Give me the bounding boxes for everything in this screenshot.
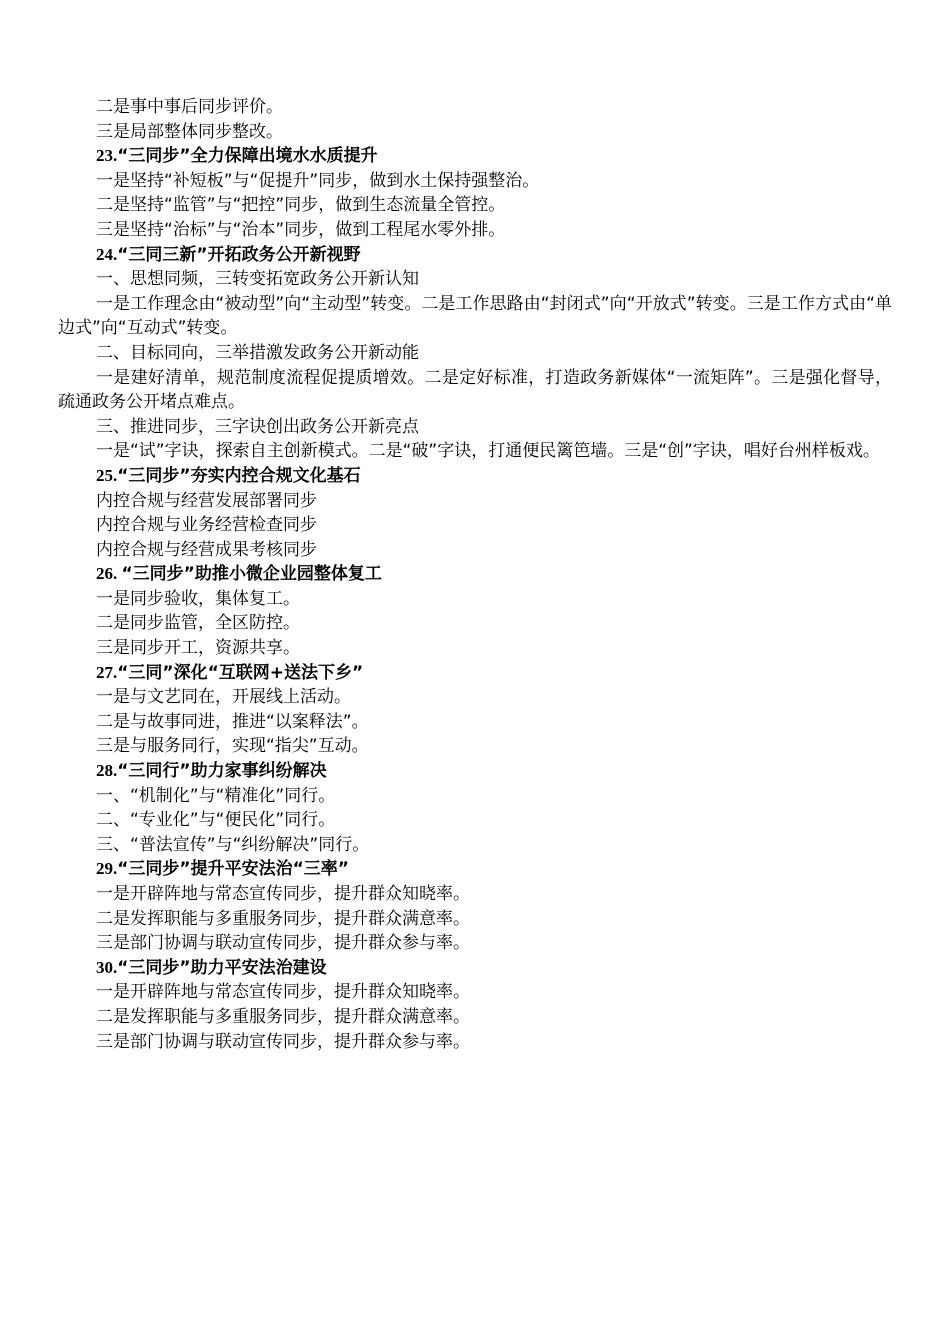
- body-line: 三是部门协调与联动宣传同步，提升群众参与率。: [96, 933, 470, 954]
- body-line: 三是与服务同行，实现“指尖”互动。: [96, 736, 369, 757]
- document-body: [58, 95, 892, 1054]
- body-line: 二是发挥职能与多重服务同步，提升群众满意率。: [96, 908, 470, 929]
- body-line: 二是事中事后同步评价。: [96, 97, 283, 117]
- section-title: “三同”深化“互联网+送法下乡”: [117, 662, 364, 683]
- section-number: 26.: [96, 564, 122, 584]
- section-title: “三同步”提升平安法治“三率”: [117, 859, 349, 880]
- section-number: 27.: [96, 662, 118, 682]
- section-title: “三同步”助推小微企业园整体复工: [121, 564, 382, 585]
- body-line: 一是与文艺同在，开展线上活动。: [96, 687, 351, 708]
- body-line: 一、“机制化”与“精准化”同行。: [96, 785, 336, 806]
- section-title: “三同步”夯实内控合规文化基石: [117, 465, 361, 486]
- body-line: 三是部门协调与联动宣传同步，提升群众参与率。: [96, 1031, 470, 1052]
- body-line: 三是同步开工，资源共享。: [96, 638, 300, 659]
- body-line: 二、目标同向，三举措激发政务公开新动能: [96, 342, 419, 363]
- body-line: 一、思想同频，三转变拓宽政务公开新认知: [96, 269, 419, 290]
- section-number: 24.: [96, 244, 118, 264]
- body-line: 二、“专业化”与“便民化”同行。: [96, 810, 336, 831]
- body-line: 三、“普法宣传”与“纠纷解决”同行。: [96, 834, 370, 855]
- section-heading: [58, 661, 892, 686]
- body-line: 三、推进同步，三字诀创出政务公开新亮点: [96, 416, 419, 437]
- body-line: 二是同步监管，全区防控。: [96, 613, 300, 634]
- body-line: 二是发挥职能与多重服务同步，提升群众满意率。: [96, 1006, 470, 1027]
- section-number: 25.: [96, 465, 118, 485]
- section-number: 28.: [96, 761, 118, 781]
- body-line: 一是开辟阵地与常态宣传同步，提升群众知晓率。: [96, 982, 470, 1003]
- body-line: 三是坚持“治标”与“治本”同步，做到工程尾水零外排。: [96, 219, 506, 240]
- section-heading: [58, 956, 892, 981]
- section-number: 23.: [96, 146, 118, 166]
- section-heading: [58, 144, 892, 169]
- section-title: “三同步”助力平安法治建设: [117, 957, 327, 978]
- document-page: [58, 95, 892, 1054]
- body-line: 内控合规与业务经营检查同步: [96, 515, 317, 536]
- body-line: 一是建好清单，规范制度流程促提质增效。二是定好标准，打造政务新媒体“一流矩阵”。三是强化督导，疏通政务公开堵点难点。: [58, 367, 892, 413]
- section-heading: [58, 857, 892, 882]
- body-line: 内控合规与经营成果考核同步: [96, 539, 317, 560]
- body-line: 三是局部整体同步整改。: [96, 121, 283, 142]
- body-line: 一是开辟阵地与常态宣传同步，提升群众知晓率。: [96, 884, 470, 904]
- section-heading: [58, 464, 892, 489]
- section-heading: [58, 562, 892, 587]
- body-line: 一是“试”字诀，探索自主创新模式。二是“破”字诀，打通便民篱笆墙。三是“创”字诀，唱好台州样板戏。: [96, 441, 880, 462]
- section-title: “三同行”助力家事纠纷解决: [117, 761, 327, 782]
- section-heading: [58, 243, 892, 268]
- body-line: 二是坚持“监管”与“把控”同步，做到生态流量全管控。: [96, 195, 506, 216]
- section-title: “三同三新”开拓政务公开新视野: [117, 244, 361, 265]
- section-number: 29.: [96, 859, 118, 879]
- section-heading: [58, 759, 892, 784]
- section-title: “三同步”全力保障出境水水质提升: [117, 146, 378, 167]
- body-line: 一是同步验收，集体复工。: [96, 588, 300, 609]
- body-line: 二是与故事同进，推进“以案释法”。: [96, 711, 369, 732]
- body-line: 一是工作理念由“被动型”向“主动型”转变。二是工作思路由“封闭式”向“开放式”转变。三是工作方式由“单边式”向“互动式”转变。: [58, 293, 892, 339]
- body-line: 一是坚持“补短板”与“促提升”同步，做到水土保持强整治。: [96, 170, 540, 191]
- body-line: 内控合规与经营发展部署同步: [96, 490, 317, 511]
- section-number: 30.: [96, 957, 118, 977]
